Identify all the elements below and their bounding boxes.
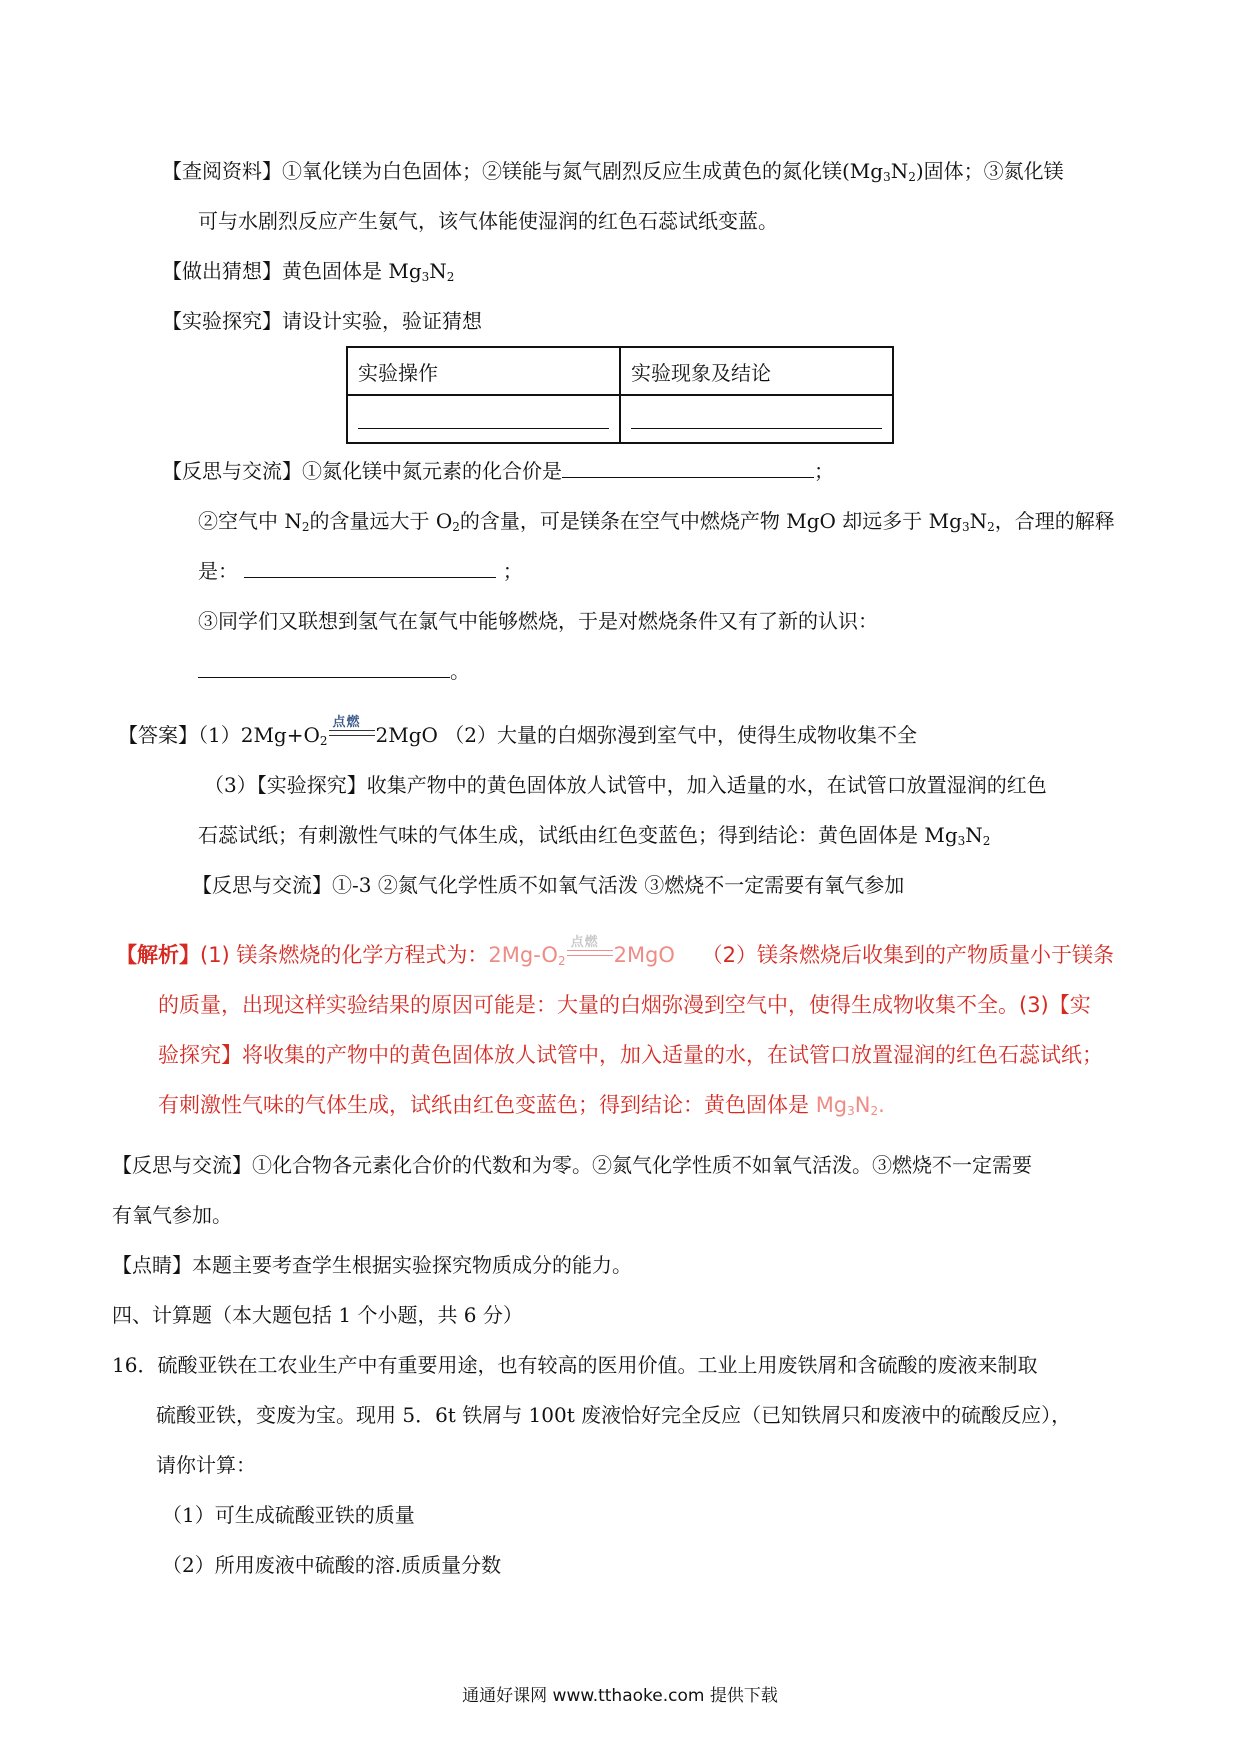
research-line-1: 【查阅资料】①氧化镁为白色固体；②镁能与氮气剧烈反应生成黄色的氮化镁$(Mg_3N_2)$固体；③氮化镁 xyxy=(162,159,1064,184)
reflect-q2-line1: ②空气中 $N_2$的含量远大于 $O_2$的含量，可是镁条在空气中燃烧产物 MgO 却远多于 $Mg_3N_2$，合理的解释 xyxy=(198,509,1115,534)
reaction-arrow-icon: 点燃 xyxy=(567,942,613,962)
question-16-line-1: 16．硫酸亚铁在工农业生产中有重要用途，也有较高的医用价值。工业上用废铁屑和含硫酸的废液来制取 xyxy=(112,1353,1038,1377)
table-row xyxy=(347,395,893,443)
answer-reflect: 【反思与交流】①-3 ②氮气化学性质不如氧气活泼 ③燃烧不一定需要有氧气参加 xyxy=(192,873,905,897)
experiment-table xyxy=(346,346,894,444)
answer-part-3-line1: （3）【实验探究】收集产物中的黄色固体放人试管中，加入适量的水，在试管口放置湿润的红色 xyxy=(204,773,1047,797)
key-point: 【点睛】本题主要考查学生根据实验探究物质成分的能力。 xyxy=(112,1253,632,1277)
question-16-line-2: 硫酸亚铁，变废为宝。现用 5．6t 铁屑与 100t 废液恰好完全反应（已知铁屑只和废液中的硫酸反应）， xyxy=(156,1403,1072,1427)
answer-blank[interactable] xyxy=(358,410,609,429)
analysis-line-4: 有刺激性气味的气体生成，试纸由红色变蓝色；得到结论：黄色固体是 $Mg_3N_2$. xyxy=(158,1093,885,1118)
answer-part-1: 【答案】$(1)2Mg+O_2$ 点燃 2MgO （2）大量的白烟弥漫到室气中，使得生成物收集不全 xyxy=(118,715,918,748)
question-16-line-3: 请你计算： xyxy=(156,1453,256,1477)
answer-blank[interactable] xyxy=(198,657,450,678)
question-16-sub-1: （1）可生成硫酸亚铁的质量 xyxy=(162,1503,415,1527)
page-footer: 通通好课网 www.tthaoke.com 提供下载 xyxy=(462,1686,778,1706)
table-row xyxy=(347,347,893,395)
analysis-line-1: 【解析】(1) 镁条燃烧的化学方程式为：$2Mg-O_2$ 点燃 2MgO （2）镁条燃烧后收集到的产物质量小于镁条 xyxy=(116,935,1114,968)
reaction-arrow-icon: 点燃 xyxy=(329,722,375,742)
analysis-reflect-line-1: 【反思与交流】①化合物各元素化合价的代数和为零。②氮气化学性质不如氧气活泼。③燃烧不一定需要 xyxy=(112,1153,1032,1177)
reflect-q2-line2: 是： ； xyxy=(198,559,523,583)
analysis-line-3: 验探究】将收集的产物中的黄色固体放人试管中，加入适量的水，在试管口放置湿润的红色石蕊试纸； xyxy=(158,1043,1103,1067)
answer-blank[interactable] xyxy=(631,410,882,429)
table-cell-operation-blank xyxy=(347,395,620,443)
analysis-line-2: 的质量，出现这样实验结果的原因可能是：大量的白烟弥漫到空气中，使得生成物收集不全。(3)【实 xyxy=(158,993,1091,1017)
answer-blank[interactable] xyxy=(562,457,814,478)
research-line-2: 可与水剧烈反应产生氨气，该气体能使湿润的红色石蕊试纸变蓝。 xyxy=(198,209,778,233)
exploration-line: 【实验探究】请设计实验，验证猜想 xyxy=(162,309,482,333)
reflect-q3-answer: 。 xyxy=(198,656,470,686)
question-16-sub-2: （2）所用废液中硫酸的溶.质质量分数 xyxy=(162,1553,502,1577)
answer-part-3-line2: 石蕊试纸；有刺激性气味的气体生成，试纸由红色变蓝色；得到结论：黄色固体是 $Mg_3N_2$ xyxy=(198,823,991,848)
reflect-q1: 【反思与交流】①氮化镁中氮元素的化合价是 ； xyxy=(162,459,834,483)
analysis-reflect-line-2: 有氧气参加。 xyxy=(112,1203,232,1227)
answer-blank[interactable] xyxy=(244,557,496,578)
hypothesis-line: 【做出猜想】黄色固体是 $Mg_3N_2$ xyxy=(162,259,455,284)
table-header-operation: 实验操作 xyxy=(347,347,620,395)
reflect-q3: ③同学们又联想到氢气在氯气中能够燃烧，于是对燃烧条件又有了新的认识： xyxy=(198,609,878,633)
section-heading: 四、计算题（本大题包括 1 个小题，共 6 分） xyxy=(112,1303,523,1327)
table-header-result: 实验现象及结论 xyxy=(620,347,893,395)
table-cell-result-blank xyxy=(620,395,893,443)
